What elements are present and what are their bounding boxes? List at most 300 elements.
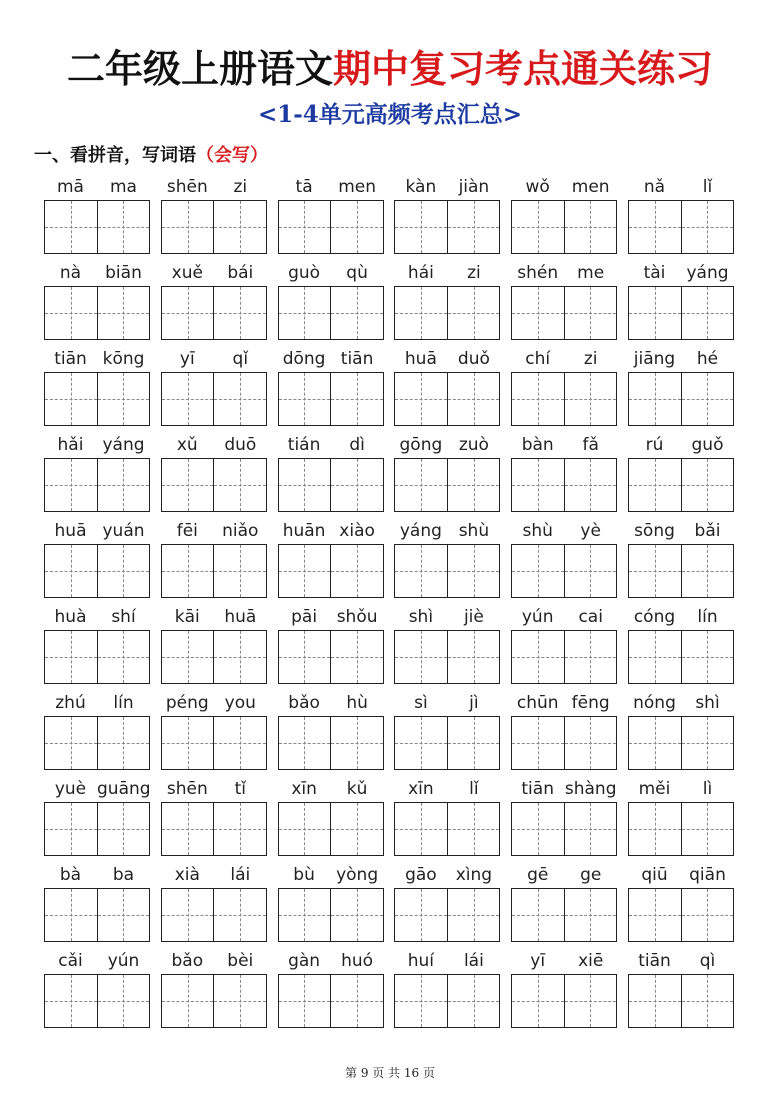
character-square[interactable] — [564, 889, 617, 941]
writing-box — [161, 716, 267, 770]
character-square[interactable] — [213, 201, 266, 253]
word-item — [628, 602, 734, 688]
character-square[interactable] — [395, 717, 447, 769]
writing-box — [511, 974, 617, 1028]
writing-box — [44, 372, 150, 426]
character-square[interactable] — [330, 545, 383, 597]
character-square[interactable] — [97, 287, 150, 339]
character-square[interactable] — [162, 287, 214, 339]
character-square[interactable] — [45, 803, 97, 855]
character-square[interactable] — [279, 459, 331, 511]
pinyin-syllable: gōng — [399, 435, 443, 455]
pinyin-syllable: jiāng — [633, 349, 676, 369]
writing-box — [161, 802, 267, 856]
word-item — [44, 860, 150, 946]
word-item — [511, 172, 617, 258]
character-square[interactable] — [279, 373, 331, 425]
pinyin-syllable: qù — [346, 263, 368, 283]
pinyin-syllable: xǔ — [176, 435, 198, 455]
character-square[interactable] — [45, 631, 97, 683]
writing-box — [628, 974, 734, 1028]
pinyin-syllable: me — [577, 263, 605, 283]
character-square[interactable] — [330, 975, 383, 1027]
title-topic: 期中复习考点通关练习 — [333, 46, 714, 91]
character-square[interactable] — [97, 545, 150, 597]
character-square[interactable] — [162, 631, 214, 683]
character-square[interactable] — [395, 803, 447, 855]
writing-box — [161, 630, 267, 684]
word-item — [628, 688, 734, 774]
writing-box — [44, 630, 150, 684]
exercise-row — [44, 430, 734, 516]
pinyin-syllable: tiān — [340, 349, 374, 369]
writing-box — [394, 888, 500, 942]
pinyin-syllable: yáng — [686, 263, 729, 283]
pinyin-syllable: bù — [293, 865, 315, 885]
character-square[interactable] — [45, 287, 97, 339]
exercise-row — [44, 344, 734, 430]
writing-box — [394, 458, 500, 512]
pinyin-syllable: tǐ — [234, 779, 246, 799]
character-square[interactable] — [162, 717, 214, 769]
character-square[interactable] — [681, 459, 734, 511]
word-item — [161, 946, 267, 1032]
pinyin-syllable: dōng — [282, 349, 326, 369]
writing-box — [44, 716, 150, 770]
writing-box — [161, 974, 267, 1028]
section-requirement: （会写） — [196, 145, 268, 166]
pinyin-syllable: nà — [59, 263, 82, 283]
pinyin-syllable: duō — [224, 435, 257, 455]
writing-box — [161, 888, 267, 942]
character-square[interactable] — [97, 889, 150, 941]
character-square[interactable] — [213, 373, 266, 425]
character-square[interactable] — [279, 631, 331, 683]
character-square[interactable] — [629, 545, 681, 597]
section-label: 一、看拼音，写词语 — [34, 145, 196, 166]
word-item — [44, 774, 150, 860]
pinyin-syllable: huó — [341, 951, 374, 971]
character-square[interactable] — [564, 201, 617, 253]
character-square[interactable] — [512, 459, 564, 511]
exercise-row — [44, 258, 734, 344]
pinyin-syllable: tián — [287, 435, 321, 455]
page-subtitle: <1-4单元高频考点汇总> — [257, 101, 523, 128]
word-item — [44, 516, 150, 602]
pinyin-syllable: nóng — [633, 693, 676, 713]
character-square[interactable] — [395, 975, 447, 1027]
character-square[interactable] — [512, 889, 564, 941]
pinyin-syllable: shēn — [166, 779, 208, 799]
pinyin-syllable: bǎo — [171, 951, 204, 971]
character-square[interactable] — [681, 631, 734, 683]
character-square[interactable] — [681, 287, 734, 339]
character-square[interactable] — [279, 287, 331, 339]
word-item — [628, 430, 734, 516]
character-square[interactable] — [564, 287, 617, 339]
word-item — [278, 602, 384, 688]
character-square[interactable] — [97, 975, 150, 1027]
character-square[interactable] — [97, 459, 150, 511]
writing-box — [44, 974, 150, 1028]
writing-box — [394, 544, 500, 598]
pinyin-syllable: xiào — [339, 521, 375, 541]
word-item — [394, 688, 500, 774]
character-square[interactable] — [681, 201, 734, 253]
character-square[interactable] — [97, 373, 150, 425]
character-square[interactable] — [681, 803, 734, 855]
pinyin-syllable: shēn — [166, 177, 208, 197]
writing-box — [161, 286, 267, 340]
pinyin-syllable: men — [571, 177, 610, 197]
pinyin-syllable: huà — [54, 607, 87, 627]
character-square[interactable] — [279, 803, 331, 855]
character-square[interactable] — [330, 373, 383, 425]
character-square[interactable] — [395, 287, 447, 339]
word-item — [511, 860, 617, 946]
writing-box — [511, 544, 617, 598]
character-square[interactable] — [512, 631, 564, 683]
exercise-row — [44, 860, 734, 946]
character-square[interactable] — [395, 373, 447, 425]
character-square[interactable] — [45, 459, 97, 511]
pinyin-syllable: bái — [227, 263, 254, 283]
character-square[interactable] — [330, 889, 383, 941]
character-square[interactable] — [97, 631, 150, 683]
character-square[interactable] — [330, 287, 383, 339]
character-square[interactable] — [162, 373, 214, 425]
word-item — [278, 172, 384, 258]
word-item — [44, 688, 150, 774]
writing-box — [628, 802, 734, 856]
pinyin-syllable: yún — [107, 951, 140, 971]
pinyin-syllable: měi — [638, 779, 671, 799]
pinyin-syllable: qiū — [641, 865, 668, 885]
pinyin-syllable: jiè — [463, 607, 484, 627]
word-item — [511, 946, 617, 1032]
character-square[interactable] — [447, 201, 500, 253]
pinyin-syllable: tiān — [521, 779, 554, 799]
character-square[interactable] — [512, 975, 564, 1027]
pinyin-syllable: gē — [527, 865, 549, 885]
writing-box — [628, 544, 734, 598]
word-item — [278, 344, 384, 430]
character-square[interactable] — [213, 545, 266, 597]
pinyin-syllable: shǒu — [336, 607, 378, 627]
character-square[interactable] — [279, 975, 331, 1027]
pinyin-syllable: bàn — [521, 435, 554, 455]
pinyin-syllable: yáng — [102, 435, 145, 455]
character-square[interactable] — [447, 631, 500, 683]
pinyin-syllable: shù — [458, 521, 490, 541]
pinyin-syllable: wǒ — [525, 177, 550, 197]
pinyin-syllable: péng — [165, 693, 209, 713]
word-item — [394, 516, 500, 602]
word-item — [394, 602, 500, 688]
character-square[interactable] — [45, 889, 97, 941]
writing-box — [628, 200, 734, 254]
character-square[interactable] — [45, 373, 97, 425]
word-item — [628, 946, 734, 1032]
pinyin-syllable: zhú — [55, 693, 86, 713]
exercise-row — [44, 172, 734, 258]
character-square[interactable] — [629, 459, 681, 511]
pinyin-syllable: jiàn — [458, 177, 490, 197]
writing-box — [628, 716, 734, 770]
word-item — [511, 602, 617, 688]
character-square[interactable] — [330, 631, 383, 683]
character-square[interactable] — [564, 373, 617, 425]
character-square[interactable] — [681, 889, 734, 941]
writing-box — [628, 630, 734, 684]
page-footer: 第 9 页 共 16 页 — [345, 1066, 435, 1080]
pinyin-syllable: you — [224, 693, 256, 713]
pinyin-syllable: yī — [179, 349, 195, 369]
character-square[interactable] — [162, 803, 214, 855]
character-square[interactable] — [97, 803, 150, 855]
character-square[interactable] — [395, 545, 447, 597]
character-square[interactable] — [162, 459, 214, 511]
character-square[interactable] — [629, 975, 681, 1027]
pinyin-syllable: xīn — [291, 779, 317, 799]
character-square[interactable] — [45, 545, 97, 597]
pinyin-syllable: yòng — [336, 865, 379, 885]
pinyin-exercise-grid — [44, 172, 734, 1032]
pinyin-syllable: bǎi — [694, 521, 721, 541]
character-square[interactable] — [447, 545, 500, 597]
pinyin-syllable: zuò — [458, 435, 489, 455]
pinyin-syllable: zi — [583, 349, 598, 369]
character-square[interactable] — [629, 287, 681, 339]
pinyin-syllable: shén — [517, 263, 559, 283]
word-item — [628, 344, 734, 430]
pinyin-syllable: duǒ — [457, 349, 490, 369]
pinyin-syllable: ge — [580, 865, 602, 885]
character-square[interactable] — [564, 803, 617, 855]
character-square[interactable] — [162, 975, 214, 1027]
title-grade: 二年级上册语文 — [66, 46, 333, 91]
pinyin-syllable: hù — [346, 693, 368, 713]
pinyin-syllable: kāi — [174, 607, 200, 627]
character-square[interactable] — [162, 201, 214, 253]
word-item — [278, 946, 384, 1032]
character-square[interactable] — [512, 717, 564, 769]
pinyin-syllable: xīn — [408, 779, 434, 799]
pinyin-syllable: ma — [110, 177, 137, 197]
character-square[interactable] — [330, 201, 383, 253]
pinyin-syllable: yuè — [54, 779, 87, 799]
character-square[interactable] — [681, 373, 734, 425]
word-item — [161, 688, 267, 774]
character-square[interactable] — [45, 975, 97, 1027]
character-square[interactable] — [395, 201, 447, 253]
character-square[interactable] — [330, 459, 383, 511]
pinyin-syllable: tā — [295, 177, 313, 197]
character-square[interactable] — [681, 545, 734, 597]
pinyin-syllable: chūn — [516, 693, 559, 713]
word-item — [44, 344, 150, 430]
character-square[interactable] — [97, 717, 150, 769]
pinyin-syllable: xiē — [578, 951, 604, 971]
character-square[interactable] — [447, 373, 500, 425]
character-square[interactable] — [45, 201, 97, 253]
character-square[interactable] — [162, 545, 214, 597]
pinyin-syllable: pāi — [291, 607, 318, 627]
character-square[interactable] — [564, 717, 617, 769]
writing-box — [161, 544, 267, 598]
character-square[interactable] — [447, 717, 500, 769]
word-item — [278, 774, 384, 860]
character-square[interactable] — [629, 803, 681, 855]
character-square[interactable] — [162, 889, 214, 941]
pinyin-syllable: tiān — [54, 349, 87, 369]
writing-box — [628, 458, 734, 512]
word-item — [161, 516, 267, 602]
word-item — [278, 430, 384, 516]
character-square[interactable] — [279, 889, 331, 941]
writing-box — [44, 544, 150, 598]
word-item — [394, 774, 500, 860]
pinyin-syllable: bèi — [227, 951, 254, 971]
character-square[interactable] — [629, 889, 681, 941]
exercise-row — [44, 946, 734, 1032]
writing-box — [511, 630, 617, 684]
word-item — [161, 430, 267, 516]
character-square[interactable] — [629, 631, 681, 683]
writing-box — [278, 802, 384, 856]
character-square[interactable] — [279, 545, 331, 597]
word-item — [628, 258, 734, 344]
character-square[interactable] — [681, 717, 734, 769]
writing-box — [44, 286, 150, 340]
word-item — [278, 860, 384, 946]
pinyin-syllable: qiān — [689, 865, 726, 885]
word-item — [511, 344, 617, 430]
pinyin-syllable: zi — [233, 177, 248, 197]
pinyin-syllable: yī — [530, 951, 546, 971]
character-square[interactable] — [213, 803, 266, 855]
pinyin-syllable: xuě — [171, 263, 203, 283]
character-square[interactable] — [395, 631, 447, 683]
pinyin-syllable: xià — [174, 865, 200, 885]
word-item — [511, 774, 617, 860]
character-square[interactable] — [447, 889, 500, 941]
character-square[interactable] — [213, 459, 266, 511]
pinyin-syllable: lǐ — [469, 779, 479, 799]
writing-box — [278, 716, 384, 770]
writing-box — [161, 458, 267, 512]
character-square[interactable] — [330, 803, 383, 855]
pinyin-syllable: yáng — [399, 521, 442, 541]
writing-box — [511, 888, 617, 942]
character-square[interactable] — [279, 717, 331, 769]
exercise-row — [44, 688, 734, 774]
writing-box — [394, 974, 500, 1028]
pinyin-syllable: zi — [467, 263, 481, 283]
character-square[interactable] — [629, 201, 681, 253]
exercise-row — [44, 602, 734, 688]
character-square[interactable] — [629, 373, 681, 425]
character-square[interactable] — [512, 545, 564, 597]
pinyin-syllable: bǎo — [288, 693, 320, 713]
character-square[interactable] — [447, 459, 500, 511]
character-square[interactable] — [564, 545, 617, 597]
word-item — [161, 774, 267, 860]
character-square[interactable] — [564, 975, 617, 1027]
character-square[interactable] — [395, 459, 447, 511]
character-square[interactable] — [97, 201, 150, 253]
writing-box — [511, 458, 617, 512]
pinyin-syllable: niǎo — [222, 521, 259, 541]
character-square[interactable] — [447, 803, 500, 855]
pinyin-syllable: cǎi — [58, 951, 83, 971]
pinyin-syllable: cóng — [633, 607, 676, 627]
word-item — [394, 172, 500, 258]
character-square[interactable] — [447, 975, 500, 1027]
character-square[interactable] — [279, 201, 331, 253]
character-square[interactable] — [564, 459, 617, 511]
writing-box — [278, 200, 384, 254]
pinyin-syllable: rú — [645, 435, 664, 455]
writing-box — [394, 630, 500, 684]
character-square[interactable] — [512, 803, 564, 855]
pinyin-syllable: shù — [522, 521, 553, 541]
writing-box — [278, 544, 384, 598]
pinyin-syllable: shàng — [564, 779, 617, 799]
writing-box — [511, 802, 617, 856]
character-square[interactable] — [213, 717, 266, 769]
word-item — [161, 860, 267, 946]
word-item — [44, 258, 150, 344]
writing-box — [44, 888, 150, 942]
character-square[interactable] — [330, 717, 383, 769]
pinyin-syllable: lái — [463, 951, 484, 971]
character-square[interactable] — [681, 975, 734, 1027]
writing-box — [628, 888, 734, 942]
word-item — [511, 258, 617, 344]
pinyin-syllable: yuán — [102, 521, 145, 541]
character-square[interactable] — [512, 287, 564, 339]
character-square[interactable] — [213, 631, 266, 683]
character-square[interactable] — [512, 373, 564, 425]
word-item — [511, 430, 617, 516]
pinyin-syllable: bà — [59, 865, 82, 885]
pinyin-syllable: jì — [469, 693, 479, 713]
pinyin-syllable: kàn — [405, 177, 437, 197]
writing-box — [394, 372, 500, 426]
pinyin-syllable: shí — [111, 607, 136, 627]
pinyin-syllable: fēi — [176, 521, 198, 541]
character-square[interactable] — [213, 287, 266, 339]
character-square[interactable] — [395, 889, 447, 941]
character-square[interactable] — [45, 717, 97, 769]
character-square[interactable] — [213, 889, 266, 941]
writing-box — [278, 888, 384, 942]
word-item — [161, 172, 267, 258]
writing-box — [511, 286, 617, 340]
pinyin-syllable: hé — [696, 349, 719, 369]
writing-box — [394, 716, 500, 770]
writing-box — [161, 372, 267, 426]
character-square[interactable] — [512, 201, 564, 253]
word-item — [628, 172, 734, 258]
character-square[interactable] — [629, 717, 681, 769]
pinyin-syllable: nǎ — [643, 177, 666, 197]
character-square[interactable] — [213, 975, 266, 1027]
character-square[interactable] — [447, 287, 500, 339]
pinyin-syllable: guò — [288, 263, 321, 283]
character-square[interactable] — [564, 631, 617, 683]
